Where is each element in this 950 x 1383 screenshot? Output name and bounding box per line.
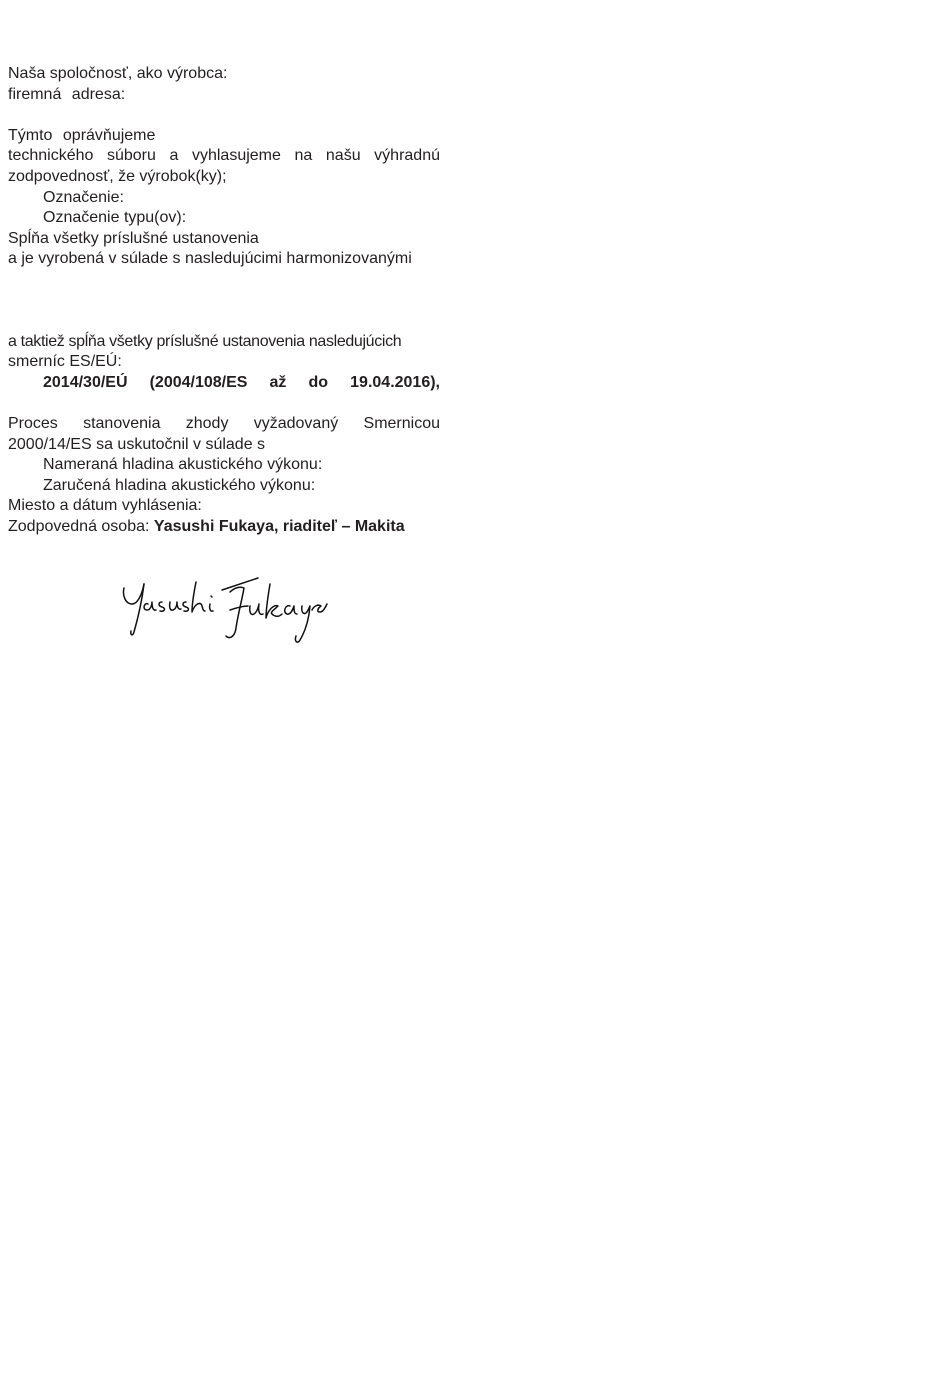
conformity-line-1: Proces stanovenia zhody vyžadovaný Smernicou [8, 415, 440, 433]
handwritten-signature [118, 574, 330, 646]
declaration-text-column [8, 64, 440, 538]
technical-file-line: technického súboru a vyhlasujeme na našu výhradnú [8, 147, 440, 165]
manufacturer-line: Naša spoločnosť, ako výrobca: [8, 65, 228, 82]
designation-label: Označenie: [43, 188, 124, 206]
address-label: firemná adresa: [8, 85, 126, 103]
spacer [8, 105, 440, 126]
harmonized-standards-line: a je vyrobená v súlade s nasledujúcimi harmonizovanými [8, 250, 412, 268]
responsibility-line: zodpovednosť, že výrobok(ky); [8, 167, 227, 185]
measured-sound-level-label: Nameraná hladina akustického výkonu: [43, 456, 323, 474]
complies-line: Spĺňa všetky príslušné ustanovenia [8, 229, 259, 247]
directives-label: smerníc ES/EÚ: [8, 353, 122, 371]
also-complies-line: a taktiež spĺňa všetky príslušné ustanovenia nasledujúcich [8, 332, 402, 350]
directive-reference: 2014/30/EÚ (2004/108/ES až do 19.04.2016), [43, 373, 440, 391]
authorize-line: Týmto oprávňujeme [8, 126, 156, 144]
responsible-person-name: Yasushi Fukaya, riaditeľ – Makita [153, 518, 405, 536]
type-designation-label: Označenie typu(ov): [43, 209, 187, 227]
spacer [8, 270, 440, 332]
guaranteed-sound-level-label: Zaručená hladina akustického výkonu: [43, 476, 316, 494]
responsible-person-label: Zodpovedná osoba: [8, 518, 150, 536]
responsible-person-line [8, 517, 440, 538]
place-date-label: Miesto a dátum vyhlásenia: [8, 497, 202, 515]
spacer [8, 394, 440, 415]
conformity-line-2: 2000/14/ES sa uskutočnil v súlade s [8, 435, 266, 453]
